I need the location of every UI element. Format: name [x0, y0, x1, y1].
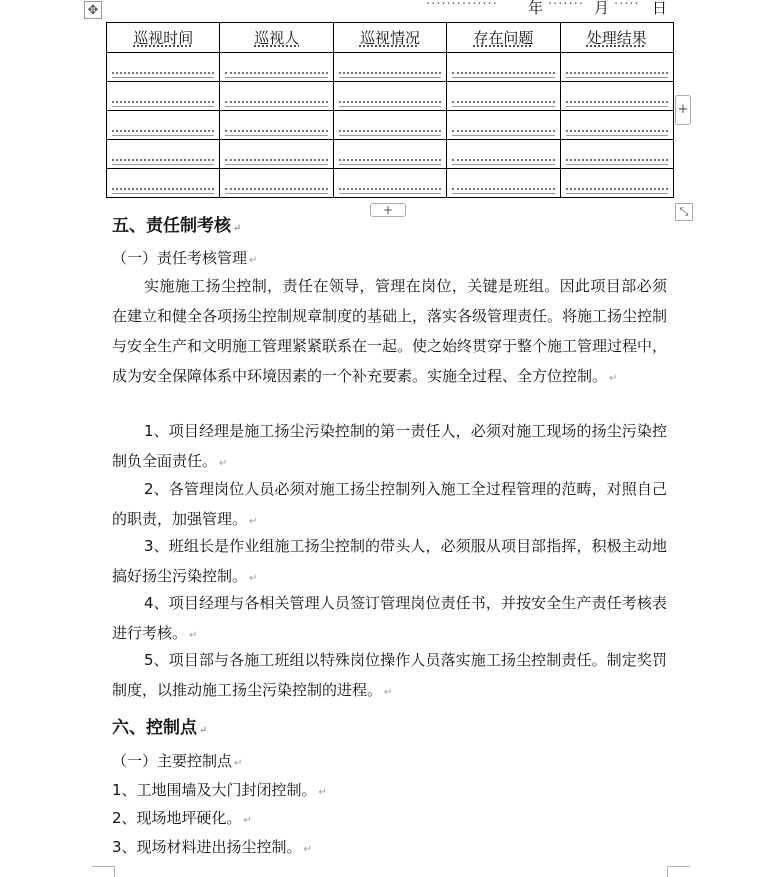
- table-cell[interactable]: [333, 82, 446, 111]
- table-cell[interactable]: [560, 53, 673, 82]
- section6-item-text: 3、现场材料进出扬尘控制。: [112, 838, 302, 856]
- section5-intro-text: 实施施工扬尘控制，责任在领导，管理在岗位，关键是班组。因此项目部必须在建立和健全各项扬尘控制规章制度的基础上，落实各级管理责任。将施工扬尘控制与安全生产和文明施工管理紧紧联系在一起。使之始终贯穿于整个施工管理过程中，成为安全保障体系中环境因素的一个补充要素。实施全过程、全方位控制。: [112, 277, 668, 385]
- section5-item-4: [112, 588, 667, 651]
- section6-heading: [112, 713, 207, 738]
- header-patrol-time: 巡视时间: [133, 29, 194, 47]
- header-cell[interactable]: [333, 23, 446, 53]
- paragraph-mark: ↵: [233, 223, 242, 234]
- section5-item-2: [112, 474, 667, 537]
- table-cell[interactable]: [560, 111, 673, 140]
- section6-item-text: 2、现场地坪硬化。: [112, 809, 242, 827]
- paragraph-mark: ↵: [249, 516, 258, 527]
- date-day-blank: ·····: [614, 0, 640, 12]
- paragraph-mark: ↵: [249, 573, 258, 584]
- section6-heading-text: 六、控制点: [112, 718, 197, 738]
- paragraph-mark: ↵: [318, 787, 327, 798]
- table-cell[interactable]: [333, 169, 446, 198]
- table-cell[interactable]: [560, 82, 673, 111]
- section5-item-text: 4、项目经理与各相关管理人员签订管理岗位责任书，并按安全生产责任考核表进行考核。: [112, 594, 667, 642]
- section5-subheading: [112, 247, 257, 268]
- date-month-blank: ·······: [548, 0, 584, 12]
- table-cell[interactable]: [220, 111, 333, 140]
- section5-heading-text: 五、责任制考核: [112, 216, 231, 236]
- table-cell[interactable]: [447, 169, 560, 198]
- header-patrol-status: 巡视情况: [359, 29, 420, 47]
- paragraph-mark: ↵: [249, 255, 258, 266]
- table-cell[interactable]: [447, 82, 560, 111]
- section5-item-text: 3、班组长是作业组施工扬尘控制的带头人，必须服从项目部指挥，积极主动地搞好扬尘污染控制。: [112, 537, 667, 585]
- section5-item-1: [112, 416, 667, 479]
- header-cell[interactable]: [447, 23, 560, 53]
- paragraph-mark: ↵: [303, 844, 312, 855]
- table-row: [107, 111, 674, 140]
- header-cell[interactable]: [560, 23, 673, 53]
- paragraph-mark: ↵: [219, 458, 228, 469]
- section5-subheading-text: （一）责任考核管理: [112, 249, 248, 267]
- section5-heading: [112, 211, 241, 236]
- section6-item-text: 1、工地围墙及大门封闭控制。: [112, 781, 317, 799]
- table-row: [107, 82, 674, 111]
- inspection-table: [106, 22, 674, 198]
- table-resize-handle[interactable]: ⤡: [675, 203, 693, 221]
- table-cell[interactable]: [220, 82, 333, 111]
- table-cell[interactable]: [333, 111, 446, 140]
- section5-item-3: [112, 531, 667, 594]
- section6-subheading: [112, 750, 242, 771]
- date-day-label: 日: [652, 0, 668, 17]
- date-month-label: 月: [594, 0, 610, 17]
- section6-subheading-text: （一）主要控制点: [112, 752, 233, 770]
- table-cell[interactable]: [447, 53, 560, 82]
- section6-item-2: [112, 807, 252, 828]
- table-header-row: [107, 23, 674, 53]
- header-problems: 存在问题: [473, 29, 534, 47]
- table-row: [107, 53, 674, 82]
- paragraph-mark: ↵: [234, 758, 243, 769]
- table-row: [107, 140, 674, 169]
- section6-item-3: [112, 836, 312, 857]
- add-column-button[interactable]: +: [370, 203, 406, 217]
- section5-item-text: 1、项目经理是施工扬尘污染控制的第一责任人，必须对施工现场的扬尘污染控制负全面责任。: [112, 422, 667, 470]
- table-row: [107, 169, 674, 198]
- add-row-button[interactable]: +: [675, 95, 691, 125]
- header-patrol-person: 巡视人: [254, 29, 300, 47]
- table-cell[interactable]: [107, 140, 220, 169]
- header-cell[interactable]: [220, 23, 333, 53]
- paragraph-mark: ↵: [609, 373, 618, 384]
- paragraph-mark: ↵: [199, 725, 208, 736]
- table-cell[interactable]: [447, 111, 560, 140]
- section5-intro-paragraph: [112, 271, 667, 394]
- section5-item-text: 5、项目部与各施工班组以特殊岗位操作人员落实施工扬尘控制责任。制定奖罚制度，以推动施工扬尘污染控制的进程。: [112, 651, 667, 699]
- table-cell[interactable]: [560, 169, 673, 198]
- table-cell[interactable]: [220, 169, 333, 198]
- table-cell[interactable]: [220, 53, 333, 82]
- section6-item-1: [112, 779, 327, 800]
- paragraph-mark: ↵: [384, 687, 393, 698]
- date-year-blank: ··············: [426, 0, 498, 12]
- table-move-handle[interactable]: ✥: [84, 1, 102, 19]
- table-cell[interactable]: [220, 140, 333, 169]
- section5-item-5: [112, 645, 667, 708]
- table-cell[interactable]: [107, 111, 220, 140]
- table-cell[interactable]: [107, 169, 220, 198]
- table-cell[interactable]: [107, 82, 220, 111]
- table-cell[interactable]: [333, 53, 446, 82]
- table-cell[interactable]: [107, 53, 220, 82]
- table-cell[interactable]: [447, 140, 560, 169]
- date-year-label: 年: [528, 0, 544, 17]
- header-result: 处理结果: [586, 29, 647, 47]
- page-corner-mark-left: [92, 866, 115, 877]
- table-cell[interactable]: [333, 140, 446, 169]
- section5-item-text: 2、各管理岗位人员必须对施工扬尘控制列入施工全过程管理的范畴，对照自己的职责，加强管理。: [112, 480, 667, 528]
- table-cell[interactable]: [560, 140, 673, 169]
- header-cell[interactable]: [107, 23, 220, 53]
- paragraph-mark: ↵: [189, 630, 198, 641]
- page-corner-mark-right: [667, 866, 690, 877]
- date-line: [420, 0, 682, 15]
- paragraph-mark: ↵: [243, 815, 252, 826]
